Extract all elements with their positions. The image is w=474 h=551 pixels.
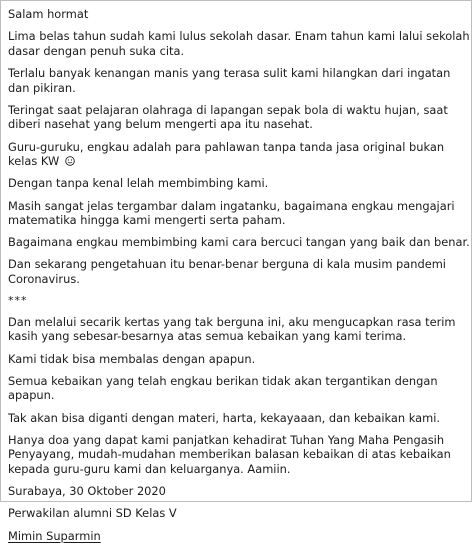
- closing-paragraph: Semua kebaikan yang telah engkau berikan tidak akan tergantikan dengan apapun.: [8, 373, 438, 403]
- letter-body: [8, 7, 470, 551]
- section-separator: ***: [8, 294, 28, 308]
- greeting: Salam hormat: [8, 7, 89, 21]
- paragraph: Dengan tanpa kenal lelah membimbing kami.: [8, 176, 269, 191]
- paragraph: Bagaimana engkau membimbing kami cara bercuci tangan yang baik dan benar.: [8, 235, 470, 250]
- smiley-icon: [65, 156, 75, 166]
- signer-name: Mimin Suparmin: [8, 528, 101, 543]
- paragraph-text: Guru-guruku, engkau adalah para pahlawan tanpa tanda jasa original bukan kelas KW: [8, 139, 445, 169]
- paragraph: Teringat saat pelajaran olahraga di lapangan sepak bola di waktu hujan, saat diberi nasehat yang belum mengerti apa itu nasehat.: [8, 102, 448, 132]
- closing-paragraph: Dan melalui secarik kertas yang tak berguna ini, aku mengucapkan rasa terim kasih yang sebesar-besarnya atas semua kebaikan yang kami terima.: [8, 314, 456, 344]
- paragraph: Masih sangat jelas tergambar dalam ingatanku, bagaimana engkau mengajari matematika hingga kami mengerti serta paham.: [8, 198, 455, 228]
- paragraph-with-emoji: [8, 140, 470, 169]
- closing-paragraph: Hanya doa yang dapat kami panjatkan kehadirat Tuhan Yang Maha Pengasih Penyayang, mudah-mudahan memberikan balasan kebaikan di atas kebaikan kepada guru-guru kami dan keluarganya. Aamiin.: [8, 432, 451, 476]
- paragraph: Terlalu banyak kenangan manis yang terasa sulit kami hilangkan dari ingatan dan pikiran.: [8, 65, 451, 95]
- paragraph: Dan sekarang pengetahuan itu benar-benar berguna di kala musim pandemi Coronavirus.: [8, 257, 446, 287]
- sender-line: Perwakilan alumni SD Kelas V: [8, 506, 177, 521]
- place-date: Surabaya, 30 Oktober 2020: [8, 484, 166, 499]
- closing-paragraph: Kami tidak bisa membalas dengan apapun.: [8, 351, 256, 366]
- paragraph: Lima belas tahun sudah kami lulus sekolah dasar. Enam tahun kami lalui sekolah dasar dengan penuh suka cita.: [8, 29, 470, 58]
- closing-paragraph: Tak akan bisa diganti dengan materi, harta, kekayaaan, dan kebaikan kami.: [8, 410, 441, 425]
